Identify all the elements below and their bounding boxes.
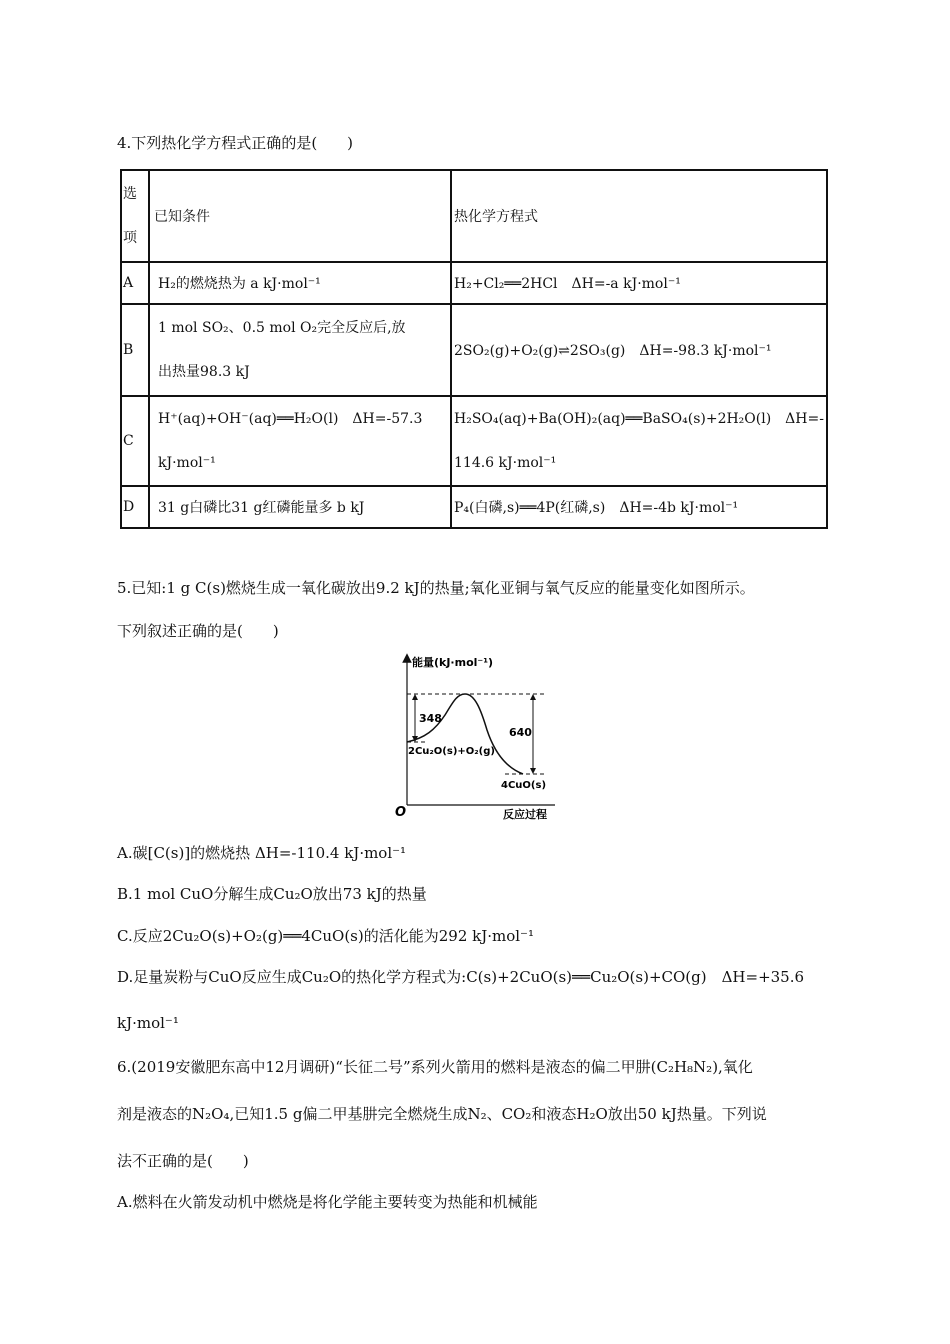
y-axis-label: 能量(kJ·mol⁻¹) <box>412 656 494 669</box>
row-equation <box>451 396 827 486</box>
row-condition <box>149 486 451 528</box>
row-option: C <box>121 396 149 486</box>
row-equation <box>451 486 827 528</box>
condition-text: 31 g白磷比31 g红磷能量多 b kJ <box>158 500 365 516</box>
condition-text: kJ·mol⁻¹ <box>158 455 216 471</box>
row-equation <box>451 304 827 396</box>
row-condition <box>149 262 451 304</box>
origin-label: O <box>395 805 407 820</box>
table-row <box>121 304 827 396</box>
row-condition <box>149 396 451 486</box>
question-5-option-d: D.足量炭粉与CuO反应生成Cu₂O的热化学方程式为:C(s)+2CuO(s)══Cu₂O(s)+CO(g) ΔH=+35.6 <box>117 968 805 986</box>
row-option: B <box>121 304 149 396</box>
question-5-option-b: B.1 mol CuO分解生成Cu₂O放出73 kJ的热量 <box>117 885 427 903</box>
question-5-line1: 5.已知:1 g C(s)燃烧生成一氧化碳放出9.2 kJ的热量;氧化亚铜与氧气反应的能量变化如图所示。 <box>117 579 755 597</box>
condition-text: 出热量98.3 kJ <box>158 364 250 380</box>
question-6-option-a: A.燃料在火箭发动机中燃烧是将化学能主要转变为热能和机械能 <box>117 1193 538 1211</box>
header-option-line1: 选 <box>123 186 137 202</box>
question-4-title: 4.下列热化学方程式正确的是( ) <box>117 134 354 152</box>
question-6-line3: 法不正确的是( ) <box>117 1152 249 1170</box>
header-option-cell <box>121 170 149 262</box>
header-condition-label: 已知条件 <box>154 209 210 225</box>
equation-text: 2SO₂(g)+O₂(g)⇌2SO₃(g) ΔH=-98.3 kJ·mol⁻¹ <box>454 343 772 359</box>
header-option-line2: 项 <box>123 230 137 246</box>
header-equation-label: 热化学方程式 <box>454 209 538 225</box>
product-label: 4CuO(s) <box>501 780 547 791</box>
left-value-label: 348 <box>419 712 442 725</box>
question-5-line2: 下列叙述正确的是( ) <box>117 622 279 640</box>
table-header-row <box>121 170 827 262</box>
question-6-line1: 6.(2019安徽肥东高中12月调研)“长征二号”系列火箭用的燃料是液态的偏二甲肼(C₂H₈N₂),氧化 <box>117 1058 753 1076</box>
header-equation-cell <box>451 170 827 262</box>
equation-text: 114.6 kJ·mol⁻¹ <box>454 455 557 471</box>
table-row <box>121 262 827 304</box>
condition-text: H₂的燃烧热为 a kJ·mol⁻¹ <box>158 276 321 292</box>
condition-text: H⁺(aq)+OH⁻(aq)══H₂O(l) ΔH=-57.3 <box>158 411 423 427</box>
x-axis-label: 反应过程 <box>503 808 547 821</box>
reactant-label: 2Cu₂O(s)+O₂(g) <box>408 746 495 757</box>
equation-text: P₄(白磷,s)══4P(红磷,s) ΔH=-4b kJ·mol⁻¹ <box>454 500 739 516</box>
row-equation <box>451 262 827 304</box>
right-value-label: 640 <box>509 726 532 739</box>
equation-text: H₂+Cl₂══2HCl ΔH=-a kJ·mol⁻¹ <box>454 276 681 292</box>
question-5-option-c: C.反应2Cu₂O(s)+O₂(g)══4CuO(s)的活化能为292 kJ·mol⁻¹ <box>117 927 534 945</box>
options-table <box>120 169 828 529</box>
energy-diagram <box>395 650 565 825</box>
equation-text: H₂SO₄(aq)+Ba(OH)₂(aq)══BaSO₄(s)+2H₂O(l) ΔH=- <box>454 411 824 427</box>
row-option: A <box>121 262 149 304</box>
question-5-option-d-cont: kJ·mol⁻¹ <box>117 1014 179 1032</box>
row-option: D <box>121 486 149 528</box>
table-row <box>121 486 827 528</box>
condition-text: 1 mol SO₂、0.5 mol O₂完全反应后,放 <box>158 320 406 336</box>
question-5-option-a: A.碳[C(s)]的燃烧热 ΔH=-110.4 kJ·mol⁻¹ <box>117 844 407 862</box>
question-6-line2: 剂是液态的N₂O₄,已知1.5 g偏二甲基肼完全燃烧生成N₂、CO₂和液态H₂O放出50 kJ热量。下列说 <box>117 1105 767 1123</box>
table-row <box>121 396 827 486</box>
row-condition <box>149 304 451 396</box>
energy-curve <box>407 694 523 774</box>
header-condition-cell <box>149 170 451 262</box>
